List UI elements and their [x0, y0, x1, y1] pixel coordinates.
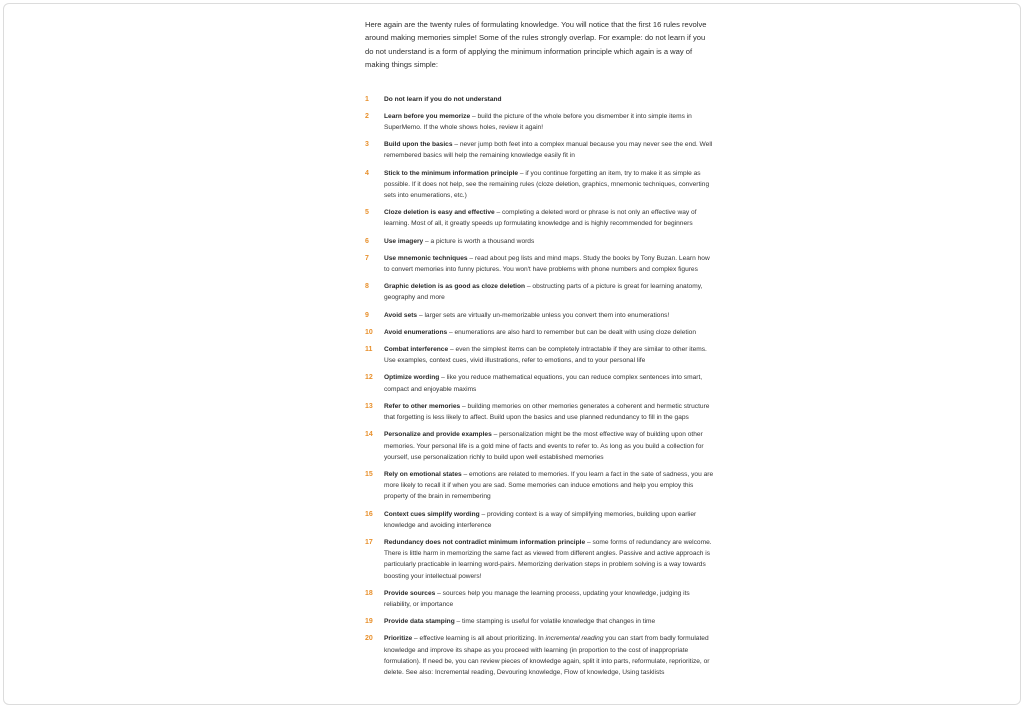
rule-description-after: you can start from badly formulated knowledge and improve its shape as you proceed with learning (in proportion to the cost of inappropriate formulation). If need be, you can review pieces of knowledge again, split it into parts, reformulate, reprioritize, or delete. See also: Incremental reading, Devouring knowledge, Flow of knowledge, Using tasklists [384, 635, 710, 676]
rule-item [365, 111, 715, 133]
rule-item [365, 401, 715, 423]
rule-title: Refer to other memories [384, 402, 461, 410]
rule-item [365, 281, 715, 303]
rule-description: – sources help you manage the learning process, updating your knowledge, judging its reliability, or importance [384, 589, 690, 608]
rule-description: – providing context is a way of simplifying memories, building upon earlier knowledge and avoiding interference [384, 510, 697, 529]
rule-title: Personalize and provide examples [384, 431, 492, 439]
rule-description: – emotions are related to memories. If you learn a fact in the sate of sadness, you are more likely to recall it if when you are sad. Some memories can induce emotions and help you employ this property of the brain in remembering [384, 470, 714, 501]
rule-title: Cloze deletion is easy and effective [384, 209, 495, 217]
rule-number: 9 [365, 311, 369, 319]
rule-title: Stick to the minimum information principle [384, 169, 519, 177]
rules-list [365, 94, 715, 679]
rule-description: – larger sets are virtually un-memorizable unless you convert them into enumerations! [417, 311, 670, 319]
rule-title: Build upon the basics [384, 141, 453, 149]
rule-number: 1 [365, 95, 369, 103]
rule-title: Provide data stamping [384, 618, 455, 626]
rule-number: 8 [365, 283, 369, 291]
rule-item [365, 372, 715, 394]
rule-item [365, 310, 715, 321]
rule-item [365, 236, 715, 247]
rule-item [365, 253, 715, 275]
rule-title: Use mnemonic techniques [384, 254, 468, 262]
rule-title: Graphic deletion is as good as cloze deletion [384, 283, 526, 291]
rule-description: – like you reduce mathematical equations, you can reduce complex sentences into smart, compact and enjoyable maxims [384, 374, 703, 393]
rule-item [365, 429, 715, 463]
rule-description: – even the simplest items can be completely intractable if they are similar to other items. Use examples, context cues, vivid illustrations, refer to emotions, and to your personal life [384, 346, 707, 365]
rule-title: Do not learn if you do not understand [384, 95, 502, 103]
rule-description: – build the picture of the whole before you dismember it into simple items in SuperMemo. If the whole shows holes, review it again! [384, 112, 692, 132]
rule-number: 15 [365, 470, 373, 478]
rule-title: Redundancy does not contradict minimum information principle [384, 538, 586, 546]
rule-number: 10 [365, 328, 373, 336]
rule-description: – never jump both feet into a complex manual because you may never see the end. Well remembered basics will help the remaining knowledge easily fit in [384, 141, 713, 160]
rule-number: 18 [365, 589, 373, 597]
rule-title: Combat interference [384, 346, 449, 354]
rule-description: – time stamping is useful for volatile knowledge that changes in time [454, 618, 656, 626]
rule-number: 20 [365, 635, 373, 643]
rule-number: 5 [365, 209, 369, 217]
rule-number: 6 [365, 237, 369, 245]
rule-item [365, 94, 715, 105]
rule-item [365, 537, 715, 582]
rule-number: 12 [365, 374, 373, 382]
incremental-reading-emphasis: incremental reading [545, 635, 604, 643]
rule-description: – completing a deleted word or phrase is not only an effective way of learning. Most of all, it greatly speeds up formulating knowledge and is highly recommended for beginners [384, 209, 697, 228]
rule-title: Use imagery [384, 237, 424, 245]
rule-number: 17 [365, 538, 373, 546]
rule-description: – building memories on other memories generates a coherent and hermetic structure that forgetting is less likely to affect. Build upon the basics and use planned redundancy to fill in the gaps [384, 402, 710, 422]
rule-description [384, 635, 709, 676]
document-frame [3, 3, 1021, 705]
rule-title: Rely on emotional states [384, 470, 462, 478]
rule-description: – enumerations are also hard to remember but can be dealt with using cloze deletion [447, 328, 697, 336]
rule-description-before: – effective learning is all about prioritizing. In [412, 635, 546, 643]
rule-number: 16 [365, 510, 373, 518]
rule-number: 7 [365, 254, 369, 262]
rule-number: 3 [365, 141, 369, 149]
rule-description: – if you continue forgetting an item, try to make it as simple as possible. If it does not help, see the remaining rules (cloze deletion, graphics, mnemonic techniques, converting sets into enumerations, etc.) [384, 169, 710, 200]
rule-item [365, 168, 715, 202]
rule-description: – obstructing parts of a picture is great for learning anatomy, geography and more [384, 283, 703, 302]
rule-item [365, 633, 715, 678]
rule-title: Provide sources [384, 589, 436, 597]
rule-title: Avoid enumerations [384, 328, 448, 336]
rule-title: Context cues simplify wording [384, 510, 480, 518]
rule-description: – some forms of redundancy are welcome. There is little harm in memorizing the same fact as viewed from different angles. Passive and active approach is particularly practicable in learning word-pairs. Memorizing derivation steps in problem solving is a way towards boosting your intellectual powers! [384, 538, 712, 580]
rule-number: 14 [365, 431, 373, 439]
rule-title: Avoid sets [384, 311, 418, 319]
rule-item [365, 469, 715, 503]
rule-title: Optimize wording [384, 374, 440, 382]
rule-description: – personalization might be the most effective way of building upon other memories. Your personal life is a gold mine of facts and events to refer to. As long as you build a collection for yourself, use personalization richly to build upon well established memories [384, 431, 704, 461]
rule-number: 19 [365, 618, 373, 626]
rule-description: – read about peg lists and mind maps. Study the books by Tony Buzan. Learn how to convert memories into funny pictures. You won't have problems with phone numbers and complex figures [384, 254, 710, 274]
rule-title: Prioritize [384, 635, 413, 643]
intro-paragraph: Here again are the twenty rules of formulating knowledge. You will notice that the first 16 rules revolve around making memories simple! Some of the rules strongly overlap. For example: do not learn if you do not understand is a form of applying the minimum information principle which again is a way of making things simple: [365, 20, 707, 70]
article-content [365, 18, 715, 684]
rule-item [365, 344, 715, 366]
rule-number: 4 [365, 169, 369, 177]
rule-number: 11 [365, 346, 373, 354]
rule-title: Learn before you memorize [384, 112, 471, 120]
rule-item [365, 616, 715, 627]
rule-item [365, 207, 715, 229]
rule-item [365, 588, 715, 610]
rule-item [365, 327, 715, 338]
rule-number: 2 [365, 112, 369, 120]
rule-item [365, 509, 715, 531]
rule-description: – a picture is worth a thousand words [423, 237, 535, 245]
rule-item [365, 139, 715, 161]
rule-number: 13 [365, 402, 373, 410]
